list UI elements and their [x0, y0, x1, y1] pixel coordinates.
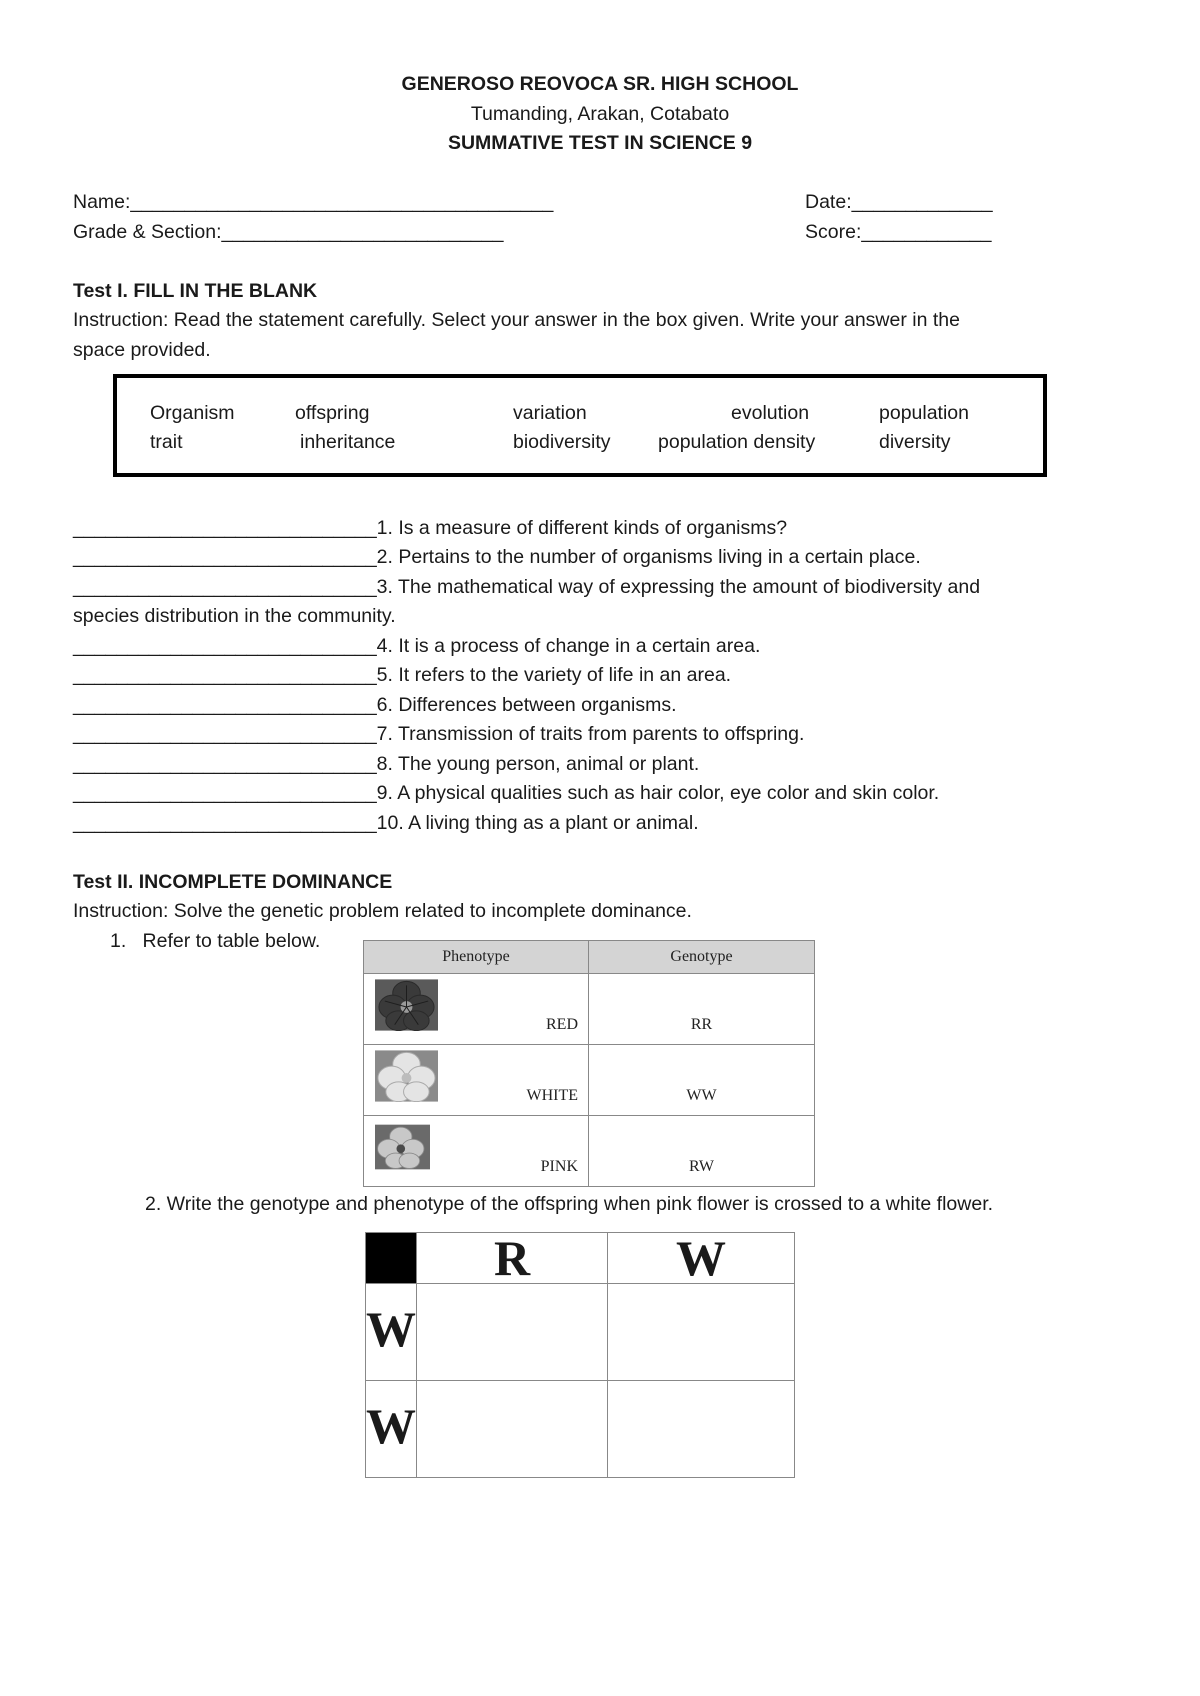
- punnett-corner: [366, 1233, 417, 1284]
- punnett-square: [365, 1232, 795, 1478]
- genotype-cell: RR: [589, 974, 815, 1045]
- date-field[interactable]: Date:_____________: [805, 191, 993, 213]
- phenotype-genotype-table: [363, 940, 815, 1187]
- red-flower-image: [375, 979, 438, 1031]
- question-9: ____________________________9. A physical qualities such as hair color, eye color and skin color.: [73, 782, 940, 804]
- question-3-continued: species distribution in the community.: [73, 605, 396, 627]
- question-7: ____________________________7. Transmission of traits from parents to offspring.: [73, 723, 805, 745]
- score-field[interactable]: Score:____________: [805, 221, 992, 243]
- phenotype-label: WHITE: [526, 1087, 578, 1104]
- phenotype-cell: [364, 1045, 589, 1116]
- test2-item2: 2. Write the genotype and phenotype of the offspring when pink flower is crossed to a white flower.: [145, 1193, 994, 1215]
- punnett-side-allele: W: [366, 1381, 417, 1478]
- punnett-answer-cell[interactable]: [417, 1284, 608, 1381]
- question-10: ____________________________10. A living thing as a plant or animal.: [73, 812, 699, 834]
- question-3: ____________________________3. The mathematical way of expressing the amount of biodiversity and: [73, 576, 981, 598]
- table-row: [364, 974, 815, 1045]
- test2-item1: 1. Refer to table below.: [110, 930, 321, 952]
- phenotype-header: Phenotype: [364, 941, 589, 974]
- punnett-top-allele: R: [417, 1233, 608, 1284]
- word-bank-item: Organism: [150, 402, 235, 424]
- genotype-header: Genotype: [589, 941, 815, 974]
- phenotype-cell: [364, 974, 589, 1045]
- word-bank-item: population: [879, 402, 969, 424]
- white-flower-image: [375, 1050, 438, 1102]
- punnett-answer-cell[interactable]: [608, 1284, 795, 1381]
- school-address: Tumanding, Arakan, Cotabato: [470, 103, 730, 125]
- name-field[interactable]: Name:_______________________________________: [73, 191, 554, 213]
- phenotype-cell: [364, 1116, 589, 1187]
- punnett-answer-cell[interactable]: [608, 1381, 795, 1478]
- school-name: GENEROSO REOVOCA SR. HIGH SCHOOL: [401, 73, 799, 95]
- test2-instruction: Instruction: Solve the genetic problem related to incomplete dominance.: [73, 900, 692, 922]
- question-6: ____________________________6. Differences between organisms.: [73, 694, 677, 716]
- phenotype-label: RED: [546, 1016, 578, 1033]
- word-bank-item: trait: [150, 431, 183, 453]
- genotype-cell: RW: [589, 1116, 815, 1187]
- word-bank-item: evolution: [731, 402, 810, 424]
- test1-heading: Test I. FILL IN THE BLANK: [73, 280, 318, 302]
- genotype-cell: WW: [589, 1045, 815, 1116]
- punnett-answer-cell[interactable]: [417, 1381, 608, 1478]
- punnett-side-allele: W: [366, 1284, 417, 1381]
- table-row: [364, 1045, 815, 1116]
- word-bank-item: inheritance: [300, 431, 396, 453]
- word-bank-item: variation: [513, 402, 587, 424]
- punnett-top-allele: W: [608, 1233, 795, 1284]
- table-row: [364, 1116, 815, 1187]
- pink-flower-image: [375, 1121, 430, 1173]
- grade-section-field[interactable]: Grade & Section:__________________________: [73, 221, 504, 243]
- word-bank-item: diversity: [879, 431, 951, 453]
- test1-instruction-line1: Instruction: Read the statement carefully. Select your answer in the box given. Write your answer in the: [73, 309, 960, 331]
- test-title: SUMMATIVE TEST IN SCIENCE 9: [447, 132, 753, 154]
- phenotype-label: PINK: [540, 1158, 578, 1175]
- question-8: ____________________________8. The young person, animal or plant.: [73, 753, 700, 775]
- question-1: ____________________________1. Is a measure of different kinds of organisms?: [73, 517, 788, 539]
- test2-heading: Test II. INCOMPLETE DOMINANCE: [73, 871, 393, 893]
- word-bank-item: offspring: [295, 402, 370, 424]
- question-2: ____________________________2. Pertains to the number of organisms living in a certain place.: [73, 546, 921, 568]
- word-bank-item: population density: [658, 431, 816, 453]
- question-4: ____________________________4. It is a process of change in a certain area.: [73, 635, 761, 657]
- word-bank-item: biodiversity: [513, 431, 611, 453]
- test1-instruction-line2: space provided.: [73, 339, 211, 361]
- word-bank-box: [113, 374, 1047, 477]
- question-5: ____________________________5. It refers to the variety of life in an area.: [73, 664, 732, 686]
